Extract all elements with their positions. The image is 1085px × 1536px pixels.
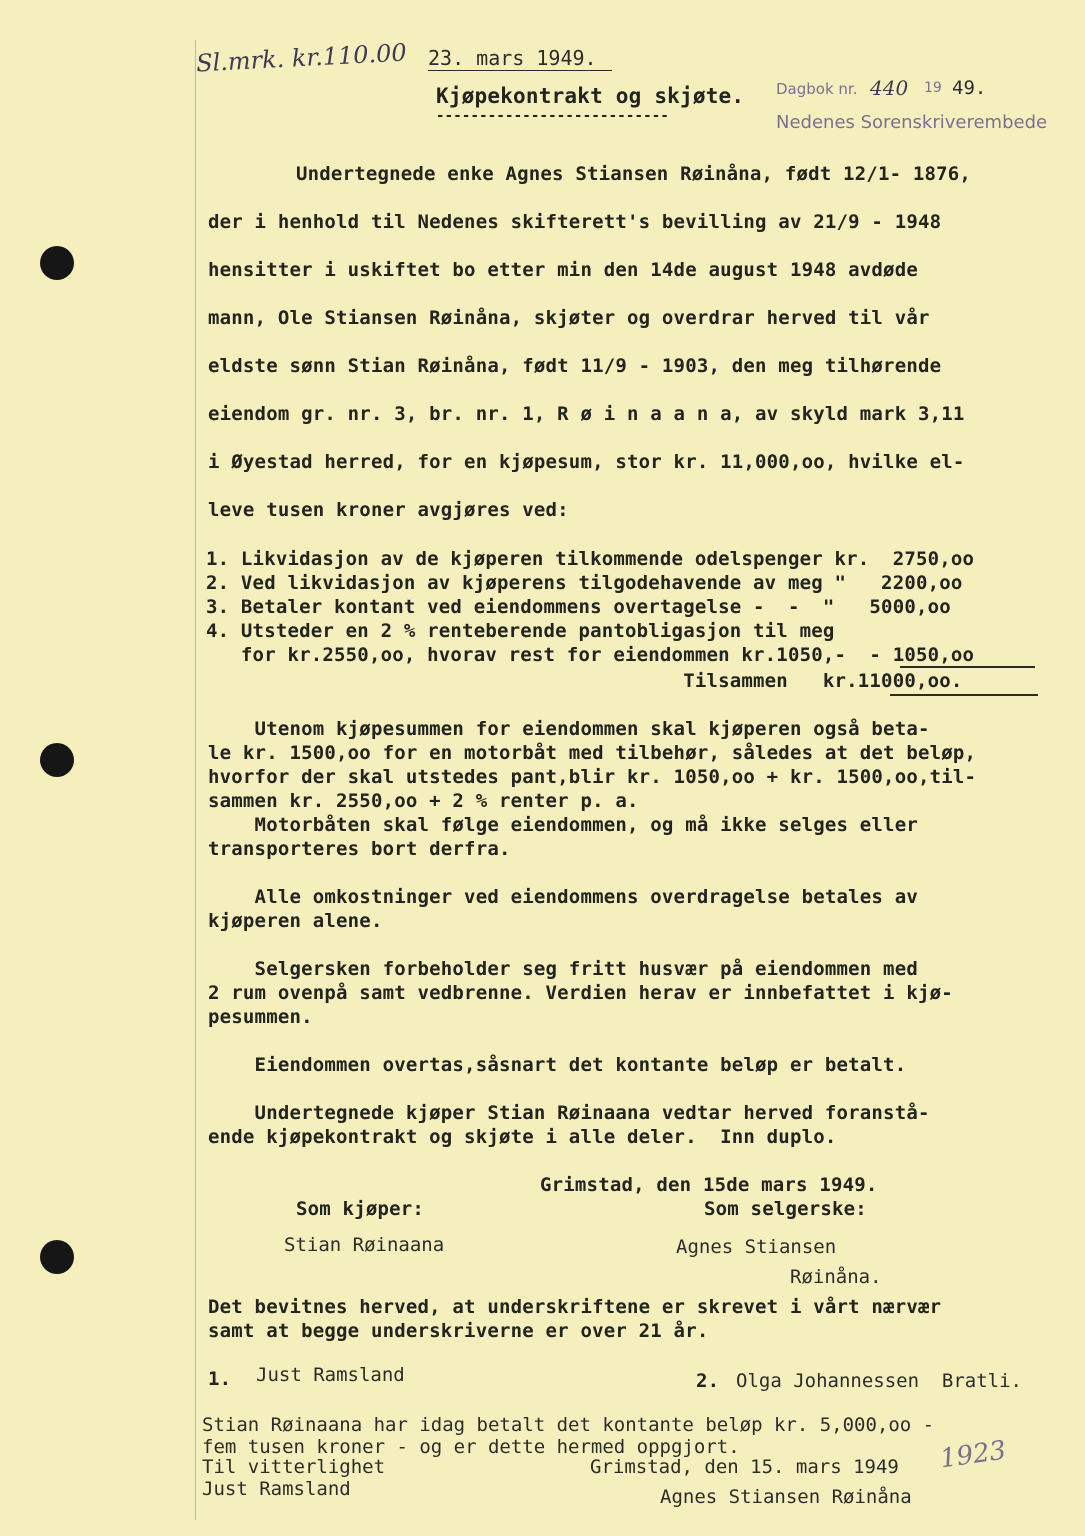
seller-label: Som selgerske: (704, 1198, 867, 1220)
motorboat-line: sammen kr. 2550,oo + 2 % renter p. a. (208, 790, 639, 812)
motorboat-line: hvorfor der skal utstedes pant,blir kr. 1050,oo + kr. 1500,oo,til- (208, 766, 977, 788)
stamp-label: Dagbok nr. (776, 80, 858, 98)
receipt-line: fem tusen kroner - og er dette hermed oppgjort. (202, 1436, 740, 1458)
motorboat-line: transporteres bort derfra. (208, 838, 511, 860)
witness-1-name: Just Ramsland (256, 1364, 405, 1386)
margin-note: Sl.mrk. kr.110.00 (195, 38, 408, 78)
payment-item: for kr.2550,oo, hvorav rest for eiendommen kr.1050,- - 1050,oo (206, 644, 975, 666)
payment-total: Tilsammen kr.11000,oo. (206, 670, 963, 692)
receipt-line: Stian Røinaana har idag betalt det kontante beløp kr. 5,000,oo - (202, 1414, 935, 1436)
motorboat-line: Utenom kjøpesummen for eiendommen skal kjøperen også beta- (208, 718, 930, 740)
total-underline (890, 694, 1038, 696)
document-date: 23. mars 1949. (428, 46, 597, 70)
binder-hole-middle (40, 743, 74, 777)
deed-line: eldste sønn Stian Røinåna, født 11/9 - 1903, den meg tilhørende (208, 355, 942, 377)
deed-line: Undertegnede enke Agnes Stiansen Røinåna, født 12/1- 1876, (296, 163, 972, 185)
witness-text: Det bevitnes herved, at underskriftene er skrevet i vårt nærvær (208, 1296, 942, 1318)
reservation-line: 2 rum ovenpå samt vedbrenne. Verdien herav er innbefattet i kjø- (208, 982, 953, 1004)
binder-hole-bottom (40, 1240, 74, 1274)
payment-item: 1. Likvidasjon av de kjøperen tilkommende odelspenger kr. 2750,oo (206, 548, 975, 570)
stamp-year: 49. (952, 77, 987, 99)
takeover-line: Eiendommen overtas,såsnart det kontante beløp er betalt. (208, 1054, 907, 1076)
reservation-line: pesummen. (208, 1006, 313, 1028)
witness-2-number: 2. (696, 1370, 720, 1392)
payment-item: 2. Ved likvidasjon av kjøperens tilgodehavende av meg " 2200,oo (206, 572, 963, 594)
title-underline: --------------------------- (436, 108, 669, 124)
deed-line: mann, Ole Stiansen Røinåna, skjøter og overdrar herved til vår (208, 307, 930, 329)
place-date: Grimstad, den 15de mars 1949. (540, 1174, 878, 1196)
witness-text: samt at begge underskriverne er over 21 år. (208, 1320, 709, 1342)
registry-stamp (776, 76, 1076, 146)
sum-underline (900, 666, 1035, 668)
reservation-line: Selgersken forbeholder seg fritt husvær på eiendommen med (208, 958, 918, 980)
buyer-name: Stian Røinaana (284, 1234, 445, 1256)
receipt-vitterlighet: Til vitterlighet (202, 1456, 386, 1478)
date-underline (428, 70, 612, 71)
stamp-year-prefix: 19 (924, 80, 942, 96)
stamp-office: Nedenes Sorenskriverembede (776, 112, 1048, 133)
binder-hole-top (40, 246, 74, 280)
witness-2-name: Olga Johannessen Bratli. (736, 1370, 1022, 1392)
payment-item: 3. Betaler kontant ved eiendommens overtagelse - - " 5000,oo (206, 596, 951, 618)
deed-line: i Øyestad herred, for en kjøpesum, stor kr. 11,000,oo, hvilke el- (208, 451, 965, 473)
deed-line: der i henhold til Nedenes skifterett's bevilling av 21/9 - 1948 (208, 211, 942, 233)
seller-name: Agnes Stiansen (676, 1236, 837, 1258)
deed-line: leve tusen kroner avgjøres ved: (208, 499, 569, 521)
margin-line (195, 40, 196, 1520)
payment-item: 4. Utsteder en 2 % renteberende pantobligasjon til meg (206, 620, 835, 642)
stamp-number: 440 (870, 76, 909, 100)
motorboat-line: le kr. 1500,oo for en motorbåt med tilbehør, således at det beløp, (208, 742, 977, 764)
receipt-place-date: Grimstad, den 15. mars 1949 (590, 1456, 899, 1478)
motorboat-line: Motorbåten skal følge eiendommen, og må ikke selges eller (208, 814, 918, 836)
seller-name: Røinåna. (790, 1266, 882, 1288)
acceptance-line: ende kjøpekontrakt og skjøte i alle deler. Inn duplo. (208, 1126, 837, 1148)
receipt-signer: Agnes Stiansen Røinåna (660, 1486, 912, 1508)
costs-line: Alle omkostninger ved eiendommens overdragelse betales av (208, 886, 918, 908)
receipt-margin-mark: 1923 (938, 1435, 1008, 1475)
costs-line: kjøperen alene. (208, 910, 383, 932)
deed-line: hensitter i uskiftet bo etter min den 14de august 1948 avdøde (208, 259, 918, 281)
witness-1-number: 1. (208, 1368, 232, 1390)
acceptance-line: Undertegnede kjøper Stian Røinaana vedtar herved foranstå- (208, 1102, 930, 1124)
document-title: Kjøpekontrakt og skjøte. (436, 84, 745, 108)
buyer-label: Som kjøper: (296, 1198, 425, 1220)
deed-line: eiendom gr. nr. 3, br. nr. 1, R ø i n a a n a, av skyld mark 3,11 (208, 403, 965, 425)
receipt-witness-name: Just Ramsland (202, 1478, 351, 1500)
